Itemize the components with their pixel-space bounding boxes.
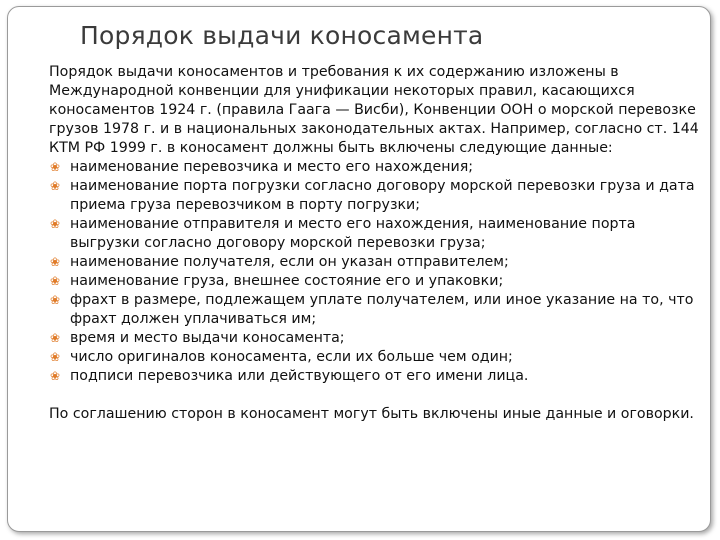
list-item-text: подписи перевозчика или действующего от его имени лица. — [70, 368, 529, 384]
bullet-flower-icon: ❀ — [50, 293, 61, 307]
list-item — [49, 348, 699, 367]
list-item-text: время и место выдачи коносамента; — [70, 330, 345, 346]
list-item — [49, 253, 699, 272]
list-item-text: наименование порта погрузки согласно договору морской перевозки груза и дата приема груза перевозчиком в порту погрузки; — [70, 178, 695, 213]
outro-paragraph: По соглашению сторон в коносамент могут быть включены иные данные и оговорки. — [49, 406, 694, 422]
list-item — [49, 215, 699, 253]
list-item — [49, 367, 699, 386]
slide-content — [49, 63, 699, 424]
bullet-flower-icon: ❀ — [50, 255, 61, 269]
list-item-text: число оригиналов коносамента, если их больше чем один; — [70, 349, 513, 365]
bullet-flower-icon: ❀ — [50, 179, 61, 193]
data-requirements-list — [49, 158, 699, 386]
slide-title: Порядок выдачи коносамента — [80, 21, 484, 50]
bullet-flower-icon: ❀ — [50, 160, 61, 174]
intro-paragraph: Порядок выдачи коносаментов и требования к их содержанию изложены в Международной конвенции для унификации некоторых правил, касающихся коносаментов 1924 г. (правила Гаага — Висби), Конвенции ООН о морской перевозке грузов 1978 г. и в национальных законодательных актах. Например, согласно ст. 144 КТМ РФ 1999 г. в коносамент должны быть включены следующие данные: — [49, 64, 699, 156]
list-item — [49, 291, 699, 329]
bullet-flower-icon: ❀ — [50, 217, 61, 231]
list-item-text: наименование груза, внешнее состояние его и упаковки; — [70, 273, 504, 289]
bullet-flower-icon: ❀ — [50, 274, 61, 288]
list-item-text: наименование отправителя и место его нахождения, наименование порта выгрузки согласно договору морской перевозки груза; — [70, 216, 636, 251]
list-item-text: наименование перевозчика и место его нахождения; — [70, 159, 474, 175]
list-item-text: наименование получателя, если он указан отправителем; — [70, 254, 509, 270]
list-item — [49, 158, 699, 177]
list-item-text: фрахт в размере, подлежащем уплате получателем, или иное указание на то, что фрахт должен уплачиваться им; — [70, 292, 694, 327]
bullet-flower-icon: ❀ — [50, 331, 61, 345]
bullet-flower-icon: ❀ — [50, 369, 61, 383]
list-item — [49, 177, 699, 215]
list-item — [49, 272, 699, 291]
bullet-flower-icon: ❀ — [50, 350, 61, 364]
list-item — [49, 329, 699, 348]
